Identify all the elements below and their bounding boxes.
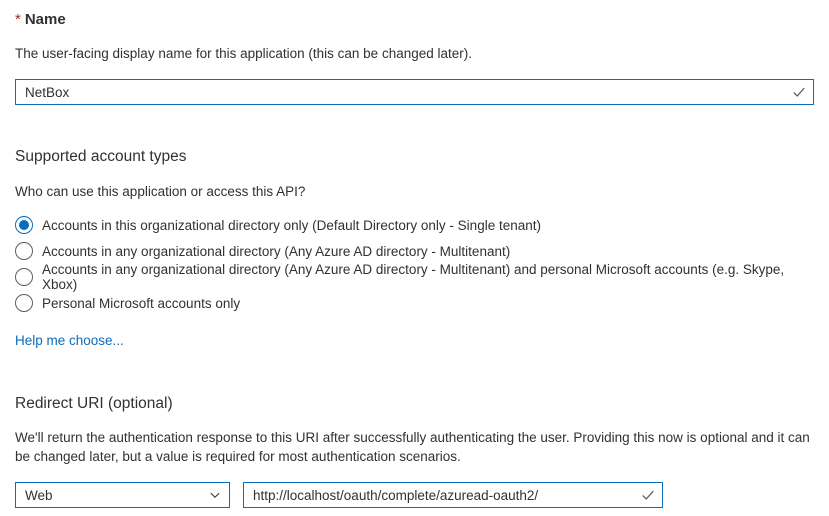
redirect-uri-row: [15, 482, 814, 508]
name-input[interactable]: [16, 80, 813, 104]
radio-icon: [15, 242, 33, 260]
platform-select-value: Web: [25, 487, 53, 503]
radio-icon: [15, 268, 33, 286]
radio-option-label: Accounts in any organizational directory (Any Azure AD directory - Multitenant): [42, 243, 511, 259]
radio-option-multitenant-personal[interactable]: [15, 264, 814, 290]
name-description: The user-facing display name for this application (this can be changed later).: [15, 46, 472, 61]
name-label-text: Name: [24, 11, 66, 28]
account-types-section: [15, 147, 814, 350]
chevron-down-icon: [209, 489, 221, 501]
radio-option-multitenant[interactable]: [15, 238, 814, 264]
redirect-uri-heading: Redirect URI (optional): [15, 395, 173, 412]
radio-option-label: Accounts in any organizational directory (Any Azure AD directory - Multitenant) and personal Microsoft accounts (e.g. Skype, Xbox): [42, 262, 785, 292]
platform-select[interactable]: [15, 482, 230, 508]
account-types-question: Who can use this application or access this API?: [15, 184, 306, 199]
name-input-container: [15, 79, 814, 105]
account-types-radio-group: [15, 212, 814, 316]
radio-option-label: Personal Microsoft accounts only: [42, 295, 241, 311]
radio-option-label: Accounts in this organizational directory only (Default Directory only - Single tenant): [42, 217, 541, 233]
radio-icon: [15, 294, 33, 312]
account-types-heading: Supported account types: [15, 148, 187, 165]
redirect-uri-input[interactable]: [244, 483, 662, 507]
help-me-choose-link[interactable]: Help me choose...: [15, 333, 124, 348]
redirect-uri-section: [15, 394, 814, 508]
name-label: [15, 10, 814, 30]
required-asterisk: *: [15, 11, 21, 28]
name-section: [15, 10, 814, 105]
radio-option-personal-only[interactable]: [15, 290, 814, 316]
redirect-uri-input-container: [243, 482, 663, 508]
radio-icon: [15, 216, 33, 234]
redirect-uri-description: We'll return the authentication response to this URI after successfully authenticating the user. Providing this now is optional and it can be changed later, but a value is required for most authentication scenarios.: [15, 430, 810, 464]
radio-option-single-tenant[interactable]: [15, 212, 814, 238]
